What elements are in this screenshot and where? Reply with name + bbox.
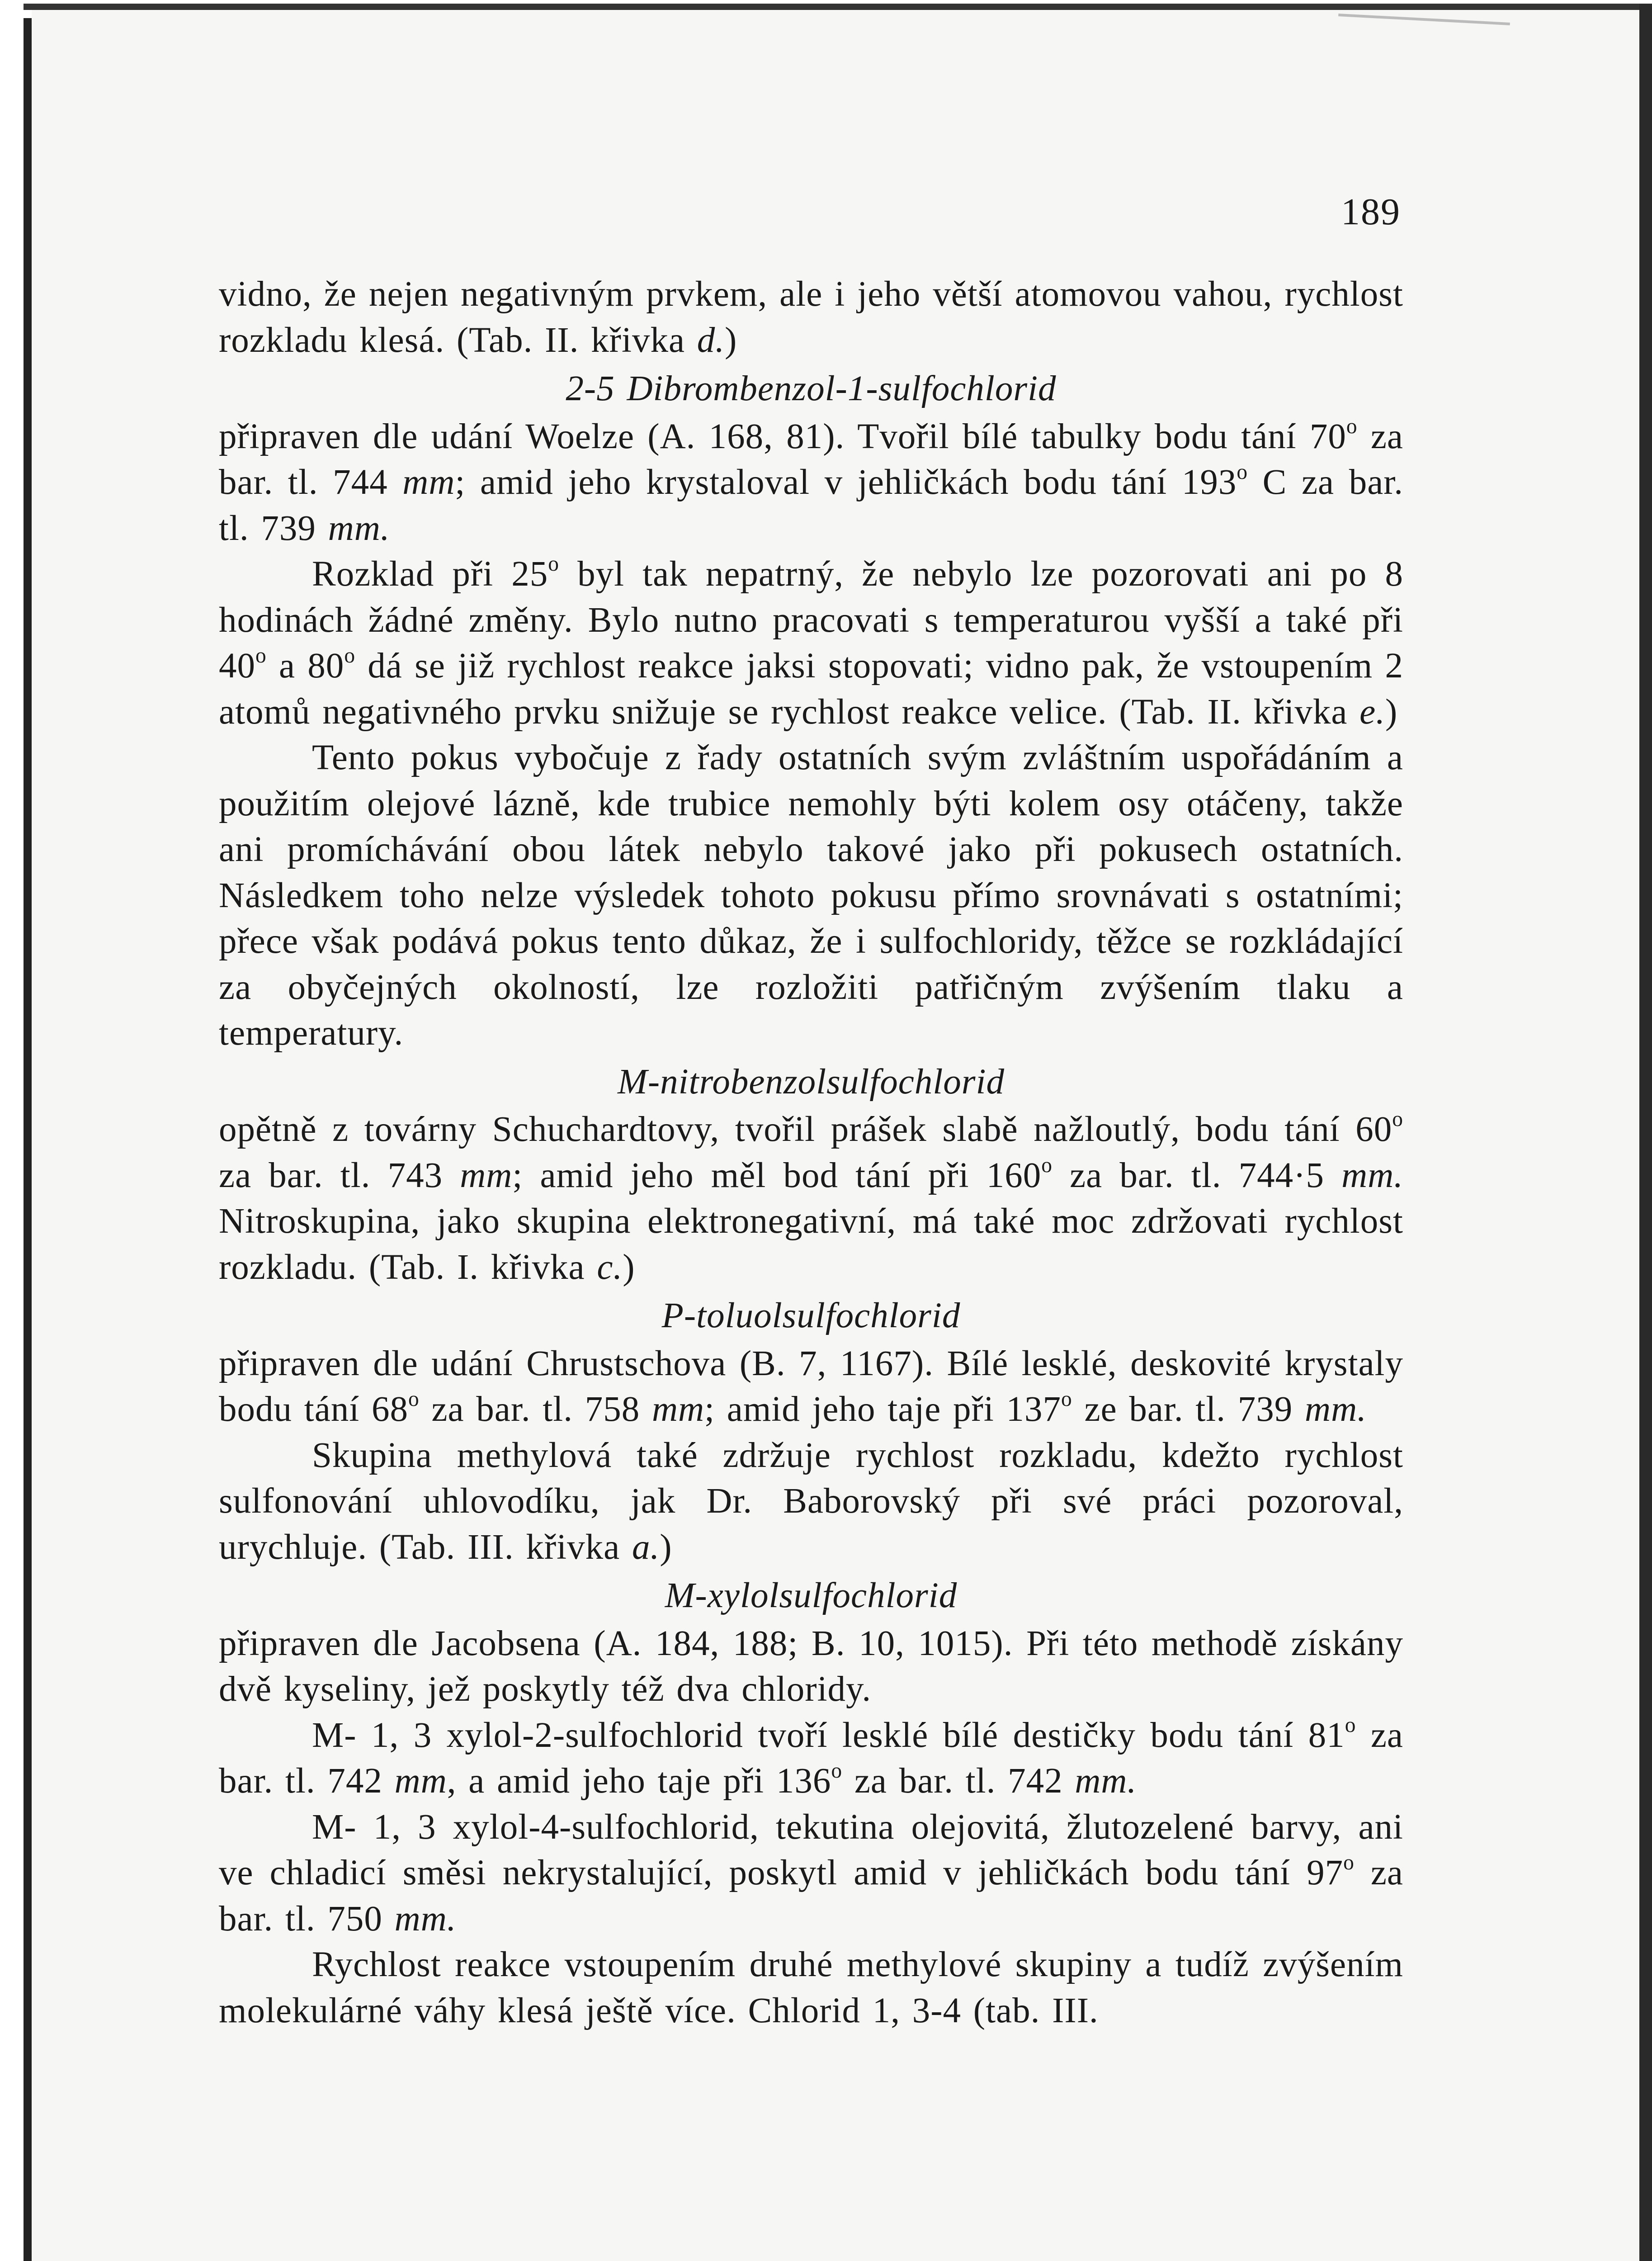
section-heading: M-nitrobenzolsulfochlorid bbox=[618, 1062, 1005, 1102]
page-number: 189 bbox=[1341, 191, 1401, 233]
section-heading: 2-5 Dibrombenzol-1-sulfochlorid bbox=[566, 369, 1057, 408]
paragraph: Rychlost reakce vstoupením druhé methylové skupiny a tudíž zvýšením molekulárné váhy klesá ještě více. Chlorid 1, 3-4 (tab. III. bbox=[219, 1945, 1403, 2030]
paragraph: připraven dle udání Chrustschova (B. 7, 1167). Bílé lesklé, deskovité krystaly bodu tání 68$^o$ za bar. tl. 758 mm; amid jeho taje při 137$^o$ ze bar. tl. 739 mm. bbox=[219, 1343, 1403, 1429]
scan-border-left bbox=[24, 18, 32, 2261]
paragraph: Tento pokus vybočuje z řady ostatních svým zvláštním uspořádáním a použitím olejové lázně, kde trubice nemohly býti kolem osy otáčeny, takže ani promíchávání obou látek nebylo takové jako při pokusech ostatních. Následkem toho nelze výsledek tohoto pokusu přímo srovnávati s ostatními; přece však podává pokus tento důkaz, že i sulfochloridy, těžce se rozkládající za obyčejných okolností, lze rozložiti patřičným zvýšením tlaku a temperatury. bbox=[219, 738, 1403, 1053]
page-body-text bbox=[219, 271, 1403, 2034]
paragraph: Skupina methylová také zdržuje rychlost rozkladu, kdežto rychlost sulfonování uhlovodíku, jak Dr. Baborovský při své práci pozoroval, urychluje. (Tab. III. křivka a.) bbox=[219, 1435, 1403, 1567]
paragraph: M- 1, 3 xylol-2-sulfochlorid tvoří lesklé bílé destičky bodu tání 81$^o$ za bar. tl. 742 mm, a amid jeho taje při 136$^o$ za bar. tl. 742 mm. bbox=[219, 1713, 1403, 1801]
scan-border-top bbox=[24, 4, 1652, 10]
paragraph: připraven dle udání Woelze (A. 168, 81). Tvořil bílé tabulky bodu tání 70$^o$ za bar. tl. 744 mm; amid jeho krystaloval v jehličkách bodu tání 193$^o$ C za bar. tl. 739 mm. bbox=[219, 414, 1403, 548]
paragraph: připraven dle Jacobsena (A. 184, 188; B. 10, 1015). Při této methodě získány dvě kyseliny, jež poskytly též dva chloridy. bbox=[219, 1623, 1403, 1709]
section-heading: M-xylolsulfochlorid bbox=[665, 1576, 958, 1615]
paragraph: M- 1, 3 xylol-4-sulfochlorid, tekutina olejovitá, žlutozelené barvy, ani ve chladicí směsi nekrystalující, poskytl amid v jehličkách bodu tání 97$^o$ za bar. tl. 750 mm. bbox=[219, 1807, 1403, 1939]
scan-border-right bbox=[1639, 4, 1652, 2261]
paragraph: opětně z továrny Schuchardtovy, tvořil prášek slabě nažloutlý, bodu tání 60$^o$ za bar. tl. 743 mm; amid jeho měl bod tání při 160$^o$ za bar. tl. 744·5 mm. Nitroskupina, jako skupina elektronegativní, má také moc zdržovati rychlost rozkladu. (Tab. I. křivka c.) bbox=[219, 1107, 1403, 1287]
paragraph: vidno, že nejen negativným prvkem, ale i jeho větší atomovou vahou, rychlost rozkladu klesá. (Tab. II. křivka d.) bbox=[219, 274, 1403, 360]
section-heading: P-toluolsulfochlorid bbox=[661, 1296, 961, 1335]
paragraph: Rozklad při 25$^o$ byl tak nepatrný, že nebylo lze pozorovati ani po 8 hodinách žádné změny. Bylo nutno pracovati s temperaturou vyšší a také při 40$^o$ a 80$^o$ dá se již rychlost reakce jaksi stopovati; vidno pak, že vstoupením 2 atomů negativného prvku snižuje se rychlost reakce velice. (Tab. II. křivka e.) bbox=[219, 552, 1403, 732]
